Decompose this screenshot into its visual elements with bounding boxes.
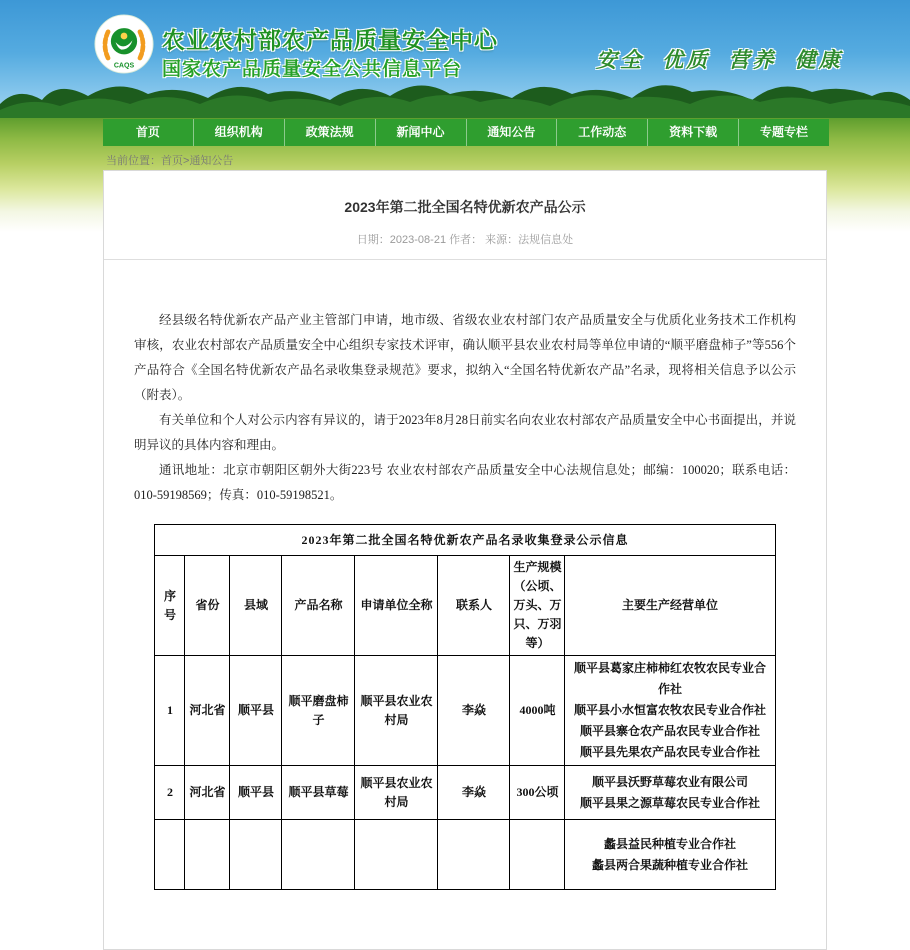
- nav-item-notice[interactable]: 通知公告: [466, 119, 557, 146]
- article-body: [134, 308, 796, 508]
- cell-contact: 李焱: [438, 766, 510, 820]
- nav-item-special[interactable]: 专题专栏: [738, 119, 829, 146]
- producer-line: 顺平县果之源草莓农民专业合作社: [579, 795, 760, 810]
- cell-contact: 李焱: [438, 656, 510, 766]
- article-paragraph-1: 经县级名特优新农产品产业主管部门申请，地市级、省级农业农村部门农产品质量安全与优质化业务技术工作机构审核，农业农村部农产品质量安全中心组织专家技术评审，确认顺平县农业农村局等单位申请的“顺平磨盘柿子”等556个产品符合《全国名特优新农产品名录收集登录规范》要求，拟纳入“全国名特优新农产品”名录，现将相关信息予以公示（附表）。: [134, 313, 796, 402]
- cell-province: 河北省: [185, 656, 230, 766]
- trees-silhouette: [0, 76, 910, 122]
- article-paragraph-2: 有关单位和个人对公示内容有异议的，请于2023年8月28日前实名向农业农村部农产品质量安全中心书面提出，并说明异议的具体内容和理由。: [134, 413, 796, 452]
- producer-line: 蠡县两合果蔬种植专业合作社: [591, 857, 748, 872]
- cell-serial: 2: [155, 766, 185, 820]
- column-header-scale: 生产规模（公顷、万头、万只、万羽等）: [510, 556, 565, 656]
- cell-producers: [565, 820, 775, 890]
- cell-product: 顺平磨盘柿子: [282, 656, 355, 766]
- cell-product: 顺平县草莓: [282, 766, 355, 820]
- notice-table: [154, 524, 775, 890]
- table-row-3: [155, 820, 775, 890]
- nav-item-organization[interactable]: 组织机构: [193, 119, 284, 146]
- breadcrumb-label: 当前位置：: [106, 155, 161, 167]
- breadcrumb-current-link[interactable]: 通知公告: [189, 155, 234, 167]
- column-header-province: 省份: [185, 556, 230, 656]
- cell-scale: 300公顷: [510, 766, 565, 820]
- cell-county: 顺平县: [230, 656, 282, 766]
- table-header-row: [155, 556, 775, 656]
- cell-county: [230, 820, 282, 890]
- main-nav: [103, 119, 829, 146]
- nav-item-home[interactable]: 首页: [135, 125, 160, 139]
- cell-producers: [565, 766, 775, 820]
- cell-serial: [155, 820, 185, 890]
- cell-producers: [565, 656, 775, 766]
- producer-line: 顺平县葛家庄柿柿红农牧农民专业合作社: [573, 661, 766, 696]
- column-header-applicant: 申请单位全称: [355, 556, 438, 656]
- nav-item-download[interactable]: 资料下载: [647, 119, 738, 146]
- banner-slogan: 安全 优质 营养 健康: [596, 48, 843, 72]
- producer-line: 顺平县寨仓农产品农民专业合作社: [579, 724, 760, 738]
- table-row-2: [155, 766, 775, 820]
- logo-person-head: [121, 33, 128, 40]
- article-panel: [103, 170, 827, 950]
- site-subtitle: 国家农产品质量安全公共信息平台: [162, 58, 463, 80]
- column-header-product: 产品名称: [282, 556, 355, 656]
- table-body: [155, 656, 775, 890]
- cell-applicant: 顺平县农业农村局: [355, 656, 438, 766]
- nav-item-work[interactable]: 工作动态: [556, 119, 647, 146]
- nav-item-news[interactable]: 新闻中心: [375, 119, 466, 146]
- producer-line: 顺平县沃野草莓农业有限公司: [591, 774, 748, 789]
- column-header-county: 县域: [230, 556, 282, 656]
- producer-line: 蠡县益民种植专业合作社: [603, 836, 736, 851]
- cell-applicant: 顺平县农业农村局: [355, 766, 438, 820]
- caqs-logo[interactable]: [94, 14, 154, 74]
- cell-serial: 1: [155, 656, 185, 766]
- table-row-1: [155, 656, 775, 766]
- column-header-serial: 序号: [155, 556, 185, 656]
- breadcrumb: [106, 152, 233, 168]
- article-paragraph-3: 通讯地址：北京市朝阳区朝外大街223号 农业农村部农产品质量安全中心法规信息处；邮编：100020；联系电话：010-59198569；传真：010-59198521。: [134, 463, 796, 502]
- cell-province: [185, 820, 230, 890]
- producer-line: 顺平县先果农产品农民专业合作社: [579, 745, 760, 759]
- cell-province: 河北省: [185, 766, 230, 820]
- cell-county: 顺平县: [230, 766, 282, 820]
- cell-contact: [438, 820, 510, 890]
- cell-product: [282, 820, 355, 890]
- article-meta: 日期：2023-08-21 作者： 来源：法规信息处: [104, 231, 826, 260]
- breadcrumb-separator: >: [183, 155, 190, 167]
- table-caption: 2023年第二批全国名特优新农产品名录收集登录公示信息: [155, 525, 775, 556]
- cell-applicant: [355, 820, 438, 890]
- site-title: 农业农村部农产品质量安全中心: [162, 27, 498, 53]
- article-title: 2023年第二批全国名特优新农产品公示: [344, 199, 586, 215]
- cell-scale: [510, 820, 565, 890]
- logo-caption: CAQS: [113, 62, 135, 70]
- nav-item-policy[interactable]: 政策法规: [284, 119, 375, 146]
- breadcrumb-home-link[interactable]: 首页: [161, 155, 183, 167]
- producer-line: 顺平县小水恒富农牧农民专业合作社: [573, 703, 766, 717]
- logo-center-circle: [111, 28, 137, 54]
- column-header-contact: 联系人: [438, 556, 510, 656]
- cell-scale: 4000吨: [510, 656, 565, 766]
- column-header-producers: 主要生产经营单位: [565, 556, 775, 656]
